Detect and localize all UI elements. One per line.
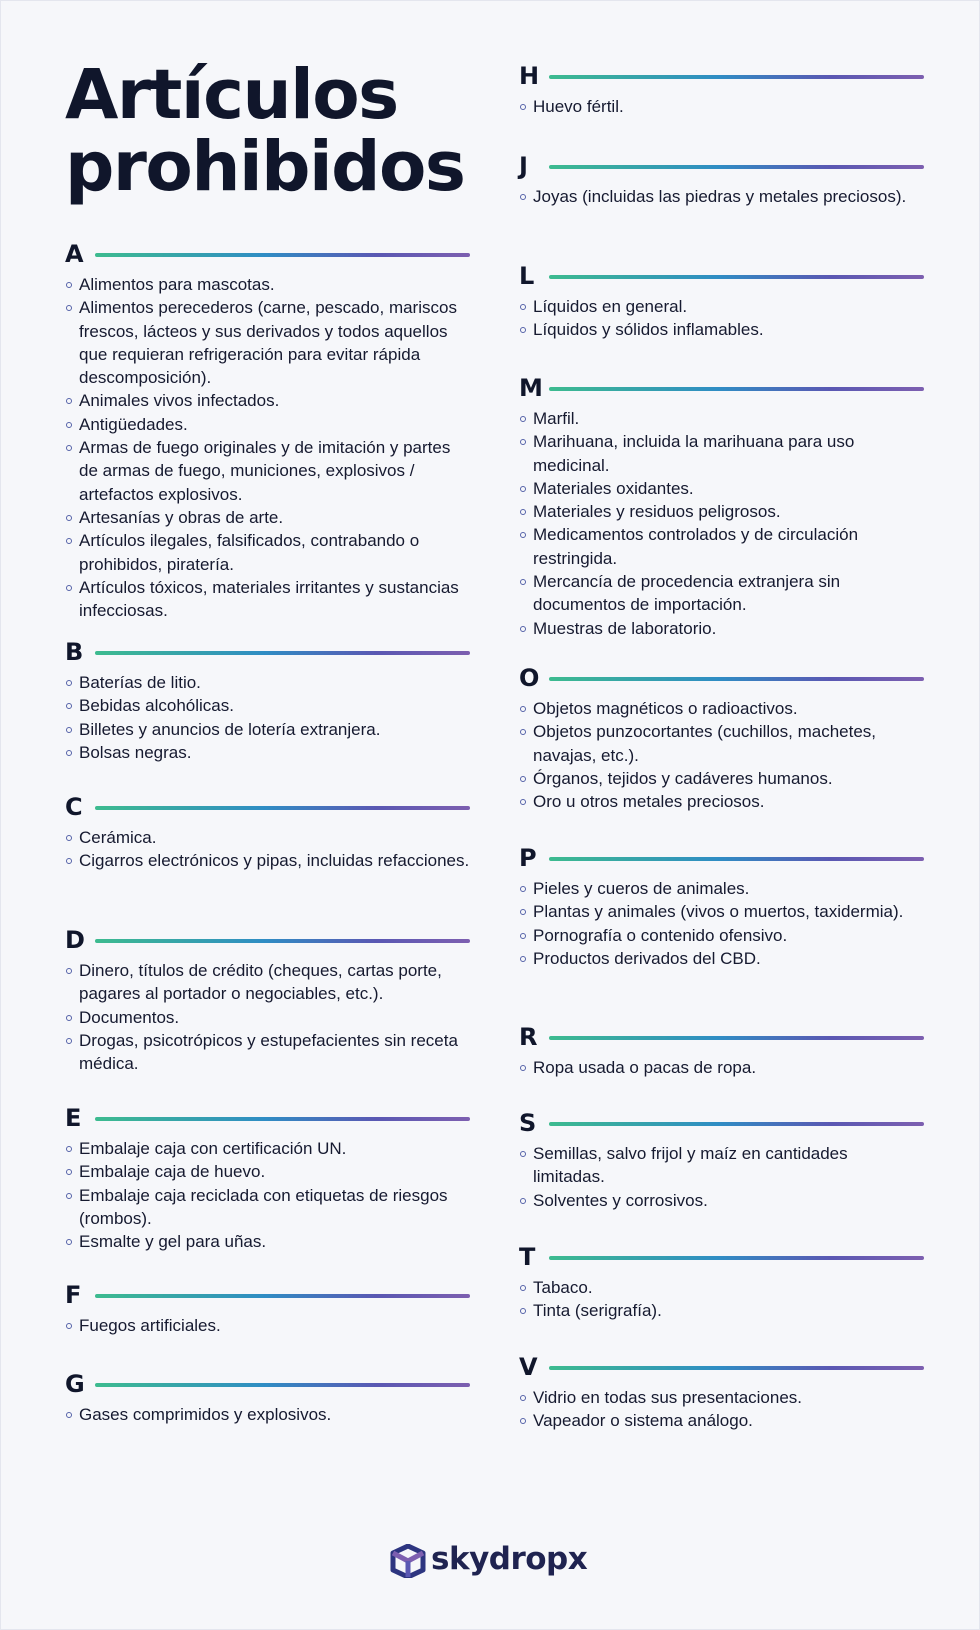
list-item: Solventes y corrosivos.	[519, 1189, 924, 1212]
page-title-line-2: prohibidos	[65, 127, 465, 207]
section-header	[519, 261, 924, 291]
list-item: Tabaco.	[519, 1276, 924, 1299]
list-item: Drogas, psicotrópicos y estupefacientes sin receta médica.	[65, 1029, 470, 1076]
section-a	[65, 239, 470, 622]
item-list	[519, 185, 924, 208]
item-list	[65, 1314, 470, 1337]
section-header	[65, 1369, 470, 1399]
list-item: Pieles y cueros de animales.	[519, 877, 924, 900]
section-letter: R	[519, 1023, 538, 1051]
section-divider	[95, 651, 470, 655]
section-letter: C	[65, 793, 83, 821]
section-v	[519, 1352, 924, 1433]
item-list	[519, 1386, 924, 1433]
list-item: Mercancía de procedencia extranjera sin documentos de importación.	[519, 570, 924, 617]
list-item: Cerámica.	[65, 826, 470, 849]
section-letter: E	[65, 1104, 82, 1132]
section-divider	[549, 387, 924, 391]
list-item: Artículos tóxicos, materiales irritantes y sustancias infecciosas.	[65, 576, 470, 623]
page-title-line-1: Artículos	[65, 55, 398, 135]
list-item: Bolsas negras.	[65, 741, 470, 764]
list-item: Alimentos perecederos (carne, pescado, mariscos frescos, lácteos y sus derivados y todos aquellos que requieran refrigeración para evitar rápida descomposición).	[65, 296, 470, 389]
item-list	[519, 407, 924, 640]
section-divider	[549, 1122, 924, 1126]
section-letter: G	[65, 1370, 85, 1398]
item-list	[519, 1276, 924, 1323]
section-header	[519, 373, 924, 403]
list-item: Huevo fértil.	[519, 95, 924, 118]
section-divider	[549, 165, 924, 169]
item-list	[519, 697, 924, 813]
list-item: Embalaje caja reciclada con etiquetas de riesgos (rombos).	[65, 1184, 470, 1231]
section-divider	[549, 677, 924, 681]
section-e	[65, 1103, 470, 1253]
section-s	[519, 1108, 924, 1212]
list-item: Tinta (serigrafía).	[519, 1299, 924, 1322]
section-header	[65, 637, 470, 667]
list-item: Oro u otros metales preciosos.	[519, 790, 924, 813]
section-divider	[95, 1294, 470, 1298]
section-g	[65, 1369, 470, 1426]
list-item: Productos derivados del CBD.	[519, 947, 924, 970]
skydropx-logo	[390, 1542, 600, 1582]
section-p	[519, 843, 924, 970]
page-title	[65, 55, 485, 207]
item-list	[65, 671, 470, 764]
skydropx-logo-icon	[390, 1544, 426, 1578]
list-item: Objetos punzocortantes (cuchillos, machetes, navajas, etc.).	[519, 720, 924, 767]
section-o	[519, 663, 924, 813]
skydropx-logo-text: skydropx	[431, 1541, 588, 1577]
section-letter: P	[519, 844, 537, 872]
section-letter: A	[65, 240, 84, 268]
section-divider	[549, 75, 924, 79]
section-letter: O	[519, 664, 540, 692]
list-item: Plantas y animales (vivos o muertos, taxidermia).	[519, 900, 924, 923]
list-item: Medicamentos controlados y de circulación restringida.	[519, 523, 924, 570]
section-header	[65, 925, 470, 955]
section-j	[519, 151, 924, 208]
section-header	[65, 1280, 470, 1310]
list-item: Bebidas alcohólicas.	[65, 694, 470, 717]
section-header	[519, 1242, 924, 1272]
list-item: Semillas, salvo frijol y maíz en cantidades limitadas.	[519, 1142, 924, 1189]
section-divider	[549, 275, 924, 279]
section-letter: F	[65, 1281, 82, 1309]
list-item: Muestras de laboratorio.	[519, 617, 924, 640]
list-item: Baterías de litio.	[65, 671, 470, 694]
section-letter: B	[65, 638, 84, 666]
section-header	[519, 61, 924, 91]
list-item: Pornografía o contenido ofensivo.	[519, 924, 924, 947]
section-h	[519, 61, 924, 118]
section-header	[519, 663, 924, 693]
section-header	[519, 843, 924, 873]
section-divider	[549, 1256, 924, 1260]
list-item: Embalaje caja de huevo.	[65, 1160, 470, 1183]
list-item: Gases comprimidos y explosivos.	[65, 1403, 470, 1426]
section-r	[519, 1022, 924, 1079]
section-header	[519, 151, 924, 181]
list-item: Animales vivos infectados.	[65, 389, 470, 412]
section-letter: D	[65, 926, 85, 954]
list-item: Líquidos en general.	[519, 295, 924, 318]
section-divider	[95, 1383, 470, 1387]
section-letter: S	[519, 1109, 537, 1137]
list-item: Embalaje caja con certificación UN.	[65, 1137, 470, 1160]
list-item: Líquidos y sólidos inflamables.	[519, 318, 924, 341]
list-item: Antigüedades.	[65, 413, 470, 436]
section-header	[519, 1022, 924, 1052]
item-list	[65, 826, 470, 873]
list-item: Ropa usada o pacas de ropa.	[519, 1056, 924, 1079]
list-item: Órganos, tejidos y cadáveres humanos.	[519, 767, 924, 790]
section-letter: J	[519, 152, 528, 180]
list-item: Billetes y anuncios de lotería extranjera.	[65, 718, 470, 741]
item-list	[519, 877, 924, 970]
item-list	[65, 273, 470, 622]
section-m	[519, 373, 924, 640]
list-item: Esmalte y gel para uñas.	[65, 1230, 470, 1253]
list-item: Objetos magnéticos o radioactivos.	[519, 697, 924, 720]
section-header	[519, 1352, 924, 1382]
section-t	[519, 1242, 924, 1323]
section-divider	[549, 857, 924, 861]
list-item: Materiales oxidantes.	[519, 477, 924, 500]
section-b	[65, 637, 470, 764]
section-header	[65, 792, 470, 822]
list-item: Fuegos artificiales.	[65, 1314, 470, 1337]
list-item: Dinero, títulos de crédito (cheques, cartas porte, pagares al portador o negociables, etc.).	[65, 959, 470, 1006]
section-divider	[549, 1036, 924, 1040]
section-header	[65, 239, 470, 269]
section-divider	[95, 806, 470, 810]
item-list	[519, 1056, 924, 1079]
section-letter: V	[519, 1353, 538, 1381]
list-item: Vidrio en todas sus presentaciones.	[519, 1386, 924, 1409]
section-letter: M	[519, 374, 543, 402]
list-item: Artículos ilegales, falsificados, contrabando o prohibidos, piratería.	[65, 529, 470, 576]
item-list	[65, 1403, 470, 1426]
list-item: Marihuana, incluida la marihuana para uso medicinal.	[519, 430, 924, 477]
list-item: Artesanías y obras de arte.	[65, 506, 470, 529]
item-list	[65, 1137, 470, 1253]
section-letter: T	[519, 1243, 536, 1271]
list-item: Materiales y residuos peligrosos.	[519, 500, 924, 523]
list-item: Joyas (incluidas las piedras y metales preciosos).	[519, 185, 924, 208]
item-list	[519, 295, 924, 342]
section-header	[65, 1103, 470, 1133]
section-d	[65, 925, 470, 1075]
list-item: Armas de fuego originales y de imitación y partes de armas de fuego, municiones, explosivos / artefactos explosivos.	[65, 436, 470, 506]
list-item: Vapeador o sistema análogo.	[519, 1409, 924, 1432]
item-list	[65, 959, 470, 1075]
section-divider	[95, 939, 470, 943]
section-letter: H	[519, 62, 540, 90]
item-list	[519, 95, 924, 118]
list-item: Alimentos para mascotas.	[65, 273, 470, 296]
list-item: Documentos.	[65, 1006, 470, 1029]
section-header	[519, 1108, 924, 1138]
section-letter: L	[519, 262, 535, 290]
section-f	[65, 1280, 470, 1337]
section-divider	[549, 1366, 924, 1370]
section-c	[65, 792, 470, 873]
section-l	[519, 261, 924, 342]
item-list	[519, 1142, 924, 1212]
section-divider	[95, 1117, 470, 1121]
list-item: Cigarros electrónicos y pipas, incluidas refacciones.	[65, 849, 470, 872]
section-divider	[95, 253, 470, 257]
list-item: Marfil.	[519, 407, 924, 430]
